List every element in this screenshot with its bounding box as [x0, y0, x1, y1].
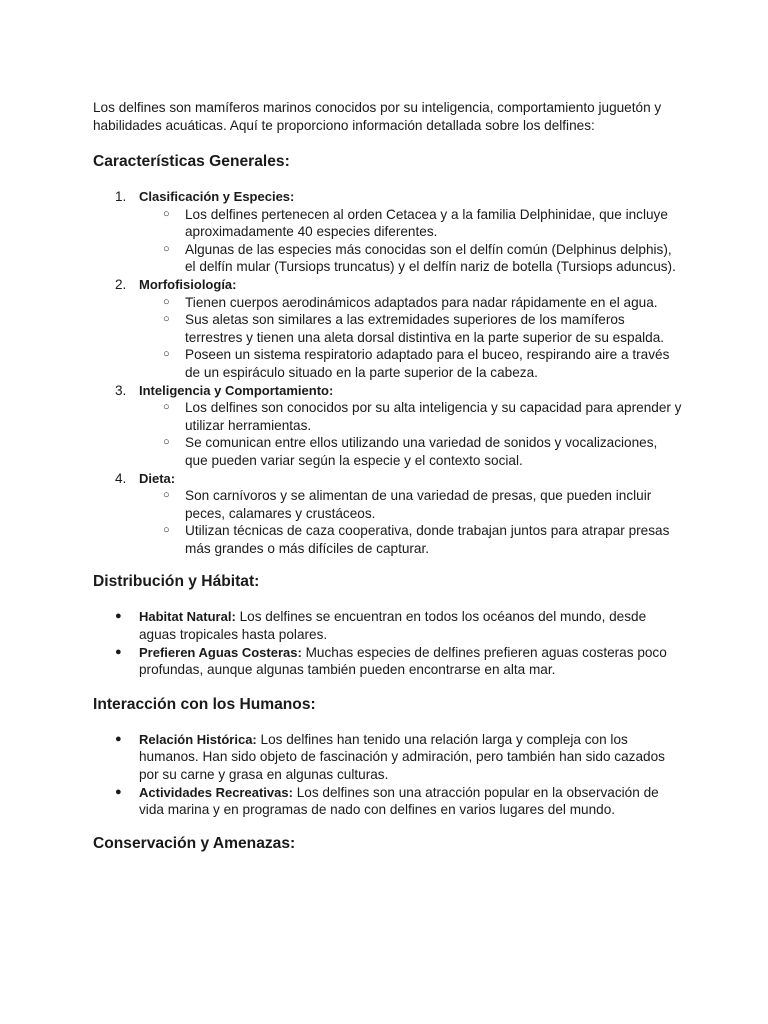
bullet-lead: Relación Histórica:: [139, 731, 257, 747]
list-item: [93, 276, 683, 382]
sub-item: ○ Tienen cuerpos aerodinámicos adaptados para nadar rápidamente en el agua.: [163, 294, 658, 310]
item-title: Inteligencia y Comportamiento:: [139, 382, 334, 398]
general-list: [93, 188, 683, 557]
list-item: [93, 470, 683, 558]
item-number: 1.: [115, 189, 127, 204]
heading-general: Características Generales:: [93, 153, 290, 170]
item-number: 4.: [115, 470, 127, 486]
hollow-bullet-icon: ○: [163, 313, 170, 326]
sub-list: [139, 487, 683, 557]
bullet-lead: Habitat Natural:: [139, 609, 236, 625]
hollow-bullet-icon: ○: [163, 242, 170, 255]
bullet-icon: ●: [115, 785, 122, 798]
list-item: [93, 382, 683, 470]
item-title: Dieta:: [139, 470, 176, 486]
document-page: [93, 99, 683, 854]
bullet-lead: Prefieren Aguas Costeras:: [139, 644, 302, 660]
list-item: [93, 188, 683, 276]
sub-item: ○ Son carnívoros y se alimentan de una variedad de presas, que pueden incluir peces, calamares y crustáceos.: [163, 488, 652, 521]
sub-item: ○ Los delfines son conocidos por su alta inteligencia y su capacidad para aprender y utilizar herramientas.: [163, 400, 682, 433]
item-title: Morfofisiología:: [139, 276, 237, 292]
sub-item: ○ Poseen un sistema respiratorio adaptado para el buceo, respirando aire a través de un espiráculo situado en la parte superior de la cabeza.: [163, 347, 670, 380]
interaction-list: [93, 731, 683, 819]
heading-interaction: Interacción con los Humanos:: [93, 695, 316, 713]
hollow-bullet-icon: ○: [163, 489, 170, 502]
sub-item: ○ Se comunican entre ellos utilizando una variedad de sonidos y vocalizaciones, que pueden variar según la especie y el contexto social.: [163, 435, 658, 468]
heading-distribution: Distribución y Hábitat:: [93, 573, 260, 591]
bullet-item: ● Habitat Natural: Los delfines se encuentran en todos los océanos del mundo, desde aguas tropicales hasta polares.: [115, 609, 647, 643]
hollow-bullet-icon: ○: [163, 348, 170, 361]
bullet-icon: ●: [115, 645, 122, 658]
item-title: Clasificación y Especies:: [139, 189, 295, 204]
hollow-bullet-icon: ○: [163, 524, 170, 537]
heading-conservation: Conservación y Amenazas:: [93, 834, 296, 852]
hollow-bullet-icon: ○: [163, 207, 170, 220]
bullet-icon: ●: [115, 732, 122, 745]
item-number: 3.: [115, 382, 127, 398]
intro-paragraph: Los delfines son mamíferos marinos conocidos por su inteligencia, comportamiento juguetón y habilidades acuáticas. Aquí te proporciono información detallada sobre los delfines:: [93, 100, 662, 133]
bullet-item: ● Actividades Recreativas: Los delfines son una atracción popular en la observación de vida marina y en programas de nado con delfines en varios lugares del mundo.: [115, 784, 659, 818]
bullet-item: ● Prefieren Aguas Costeras: Muchas especies de delfines prefieren aguas costeras poco profundas, aunque algunas también pueden encontrarse en alta mar.: [115, 644, 667, 678]
sub-list: [139, 294, 683, 382]
sub-item: ○ Algunas de las especies más conocidas son el delfín común (Delphinus delphis), el delfín mular (Tursiops truncatus) y el delfín nariz de botella (Tursiops aduncus).: [163, 241, 676, 275]
bullet-item: ● Relación Histórica: Los delfines han tenido una relación larga y compleja con los humanos. Han sido objeto de fascinación y admiración, pero también han sido cazados por su carne y grasa en algunas culturas.: [115, 731, 665, 783]
sub-item: ○ Los delfines pertenecen al orden Cetacea y a la familia Delphinidae, que incluye aproximadamente 40 especies diferentes.: [163, 206, 668, 240]
hollow-bullet-icon: ○: [163, 401, 170, 414]
item-number: 2.: [115, 276, 127, 292]
sub-list: [139, 399, 683, 469]
sub-list: [139, 206, 683, 276]
bullet-icon: ●: [115, 610, 122, 623]
hollow-bullet-icon: ○: [163, 295, 170, 308]
distribution-list: [93, 608, 683, 678]
bullet-lead: Actividades Recreativas:: [139, 784, 293, 800]
hollow-bullet-icon: ○: [163, 436, 170, 449]
sub-item: ○ Utilizan técnicas de caza cooperativa, donde trabajan juntos para atrapar presas más grandes o más difíciles de capturar.: [163, 523, 670, 556]
sub-item: ○ Sus aletas son similares a las extremidades superiores de los mamíferos terrestres y tienen una aleta dorsal distintiva en la parte superior de su espalda.: [163, 312, 665, 345]
